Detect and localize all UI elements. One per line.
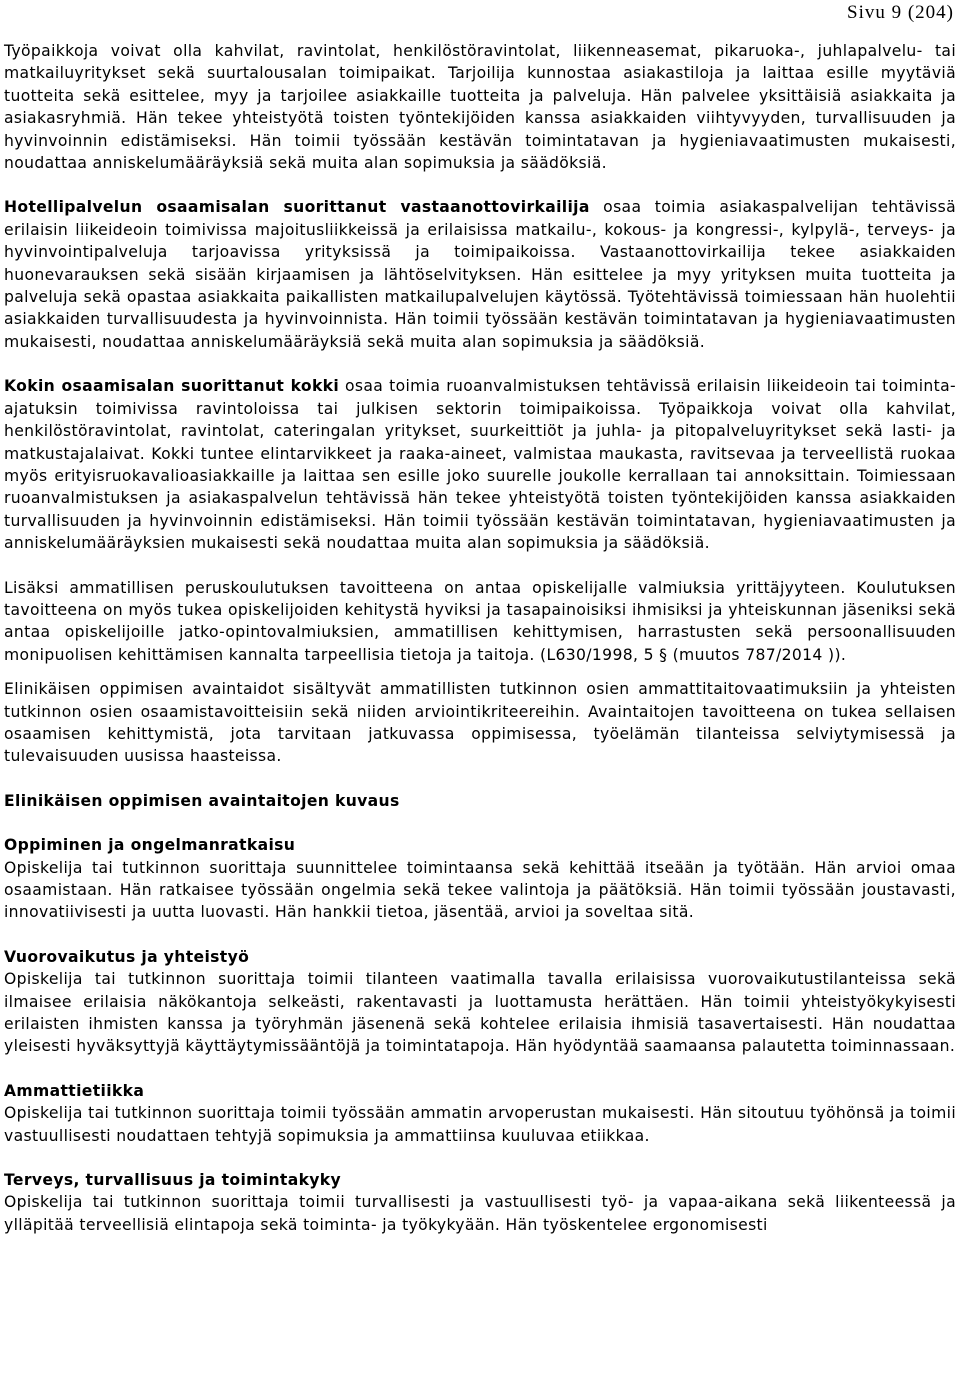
section-heading-avaintaidot: Elinikäisen oppimisen avaintaitojen kuvaus: [4, 791, 400, 810]
subheading-oppiminen: Oppiminen ja ongelmanratkaisu: [4, 836, 296, 855]
term-kokki: Kokin osaamisalan suorittanut kokki: [4, 377, 340, 396]
paragraph-text: osaa toimia ruoanvalmistuksen tehtävissä erilaisin liikeideoin tai toiminta-ajatuksin toimivissa ravintoloissa tai julkisen sektorin toimipaikoissa. Työpaikkoja voivat olla kahvilat, henkilöstöravintolat, ravintolat, cateringalan yritykset, suurkeittiöt ja juhla- ja pitopalveluyritykset sekä lasti- ja matkustajalaivat. Kokki tuntee elintarvikkeet ja raaka-aineet, valmistaa maukasta, ravitsevaa ja terveellistä ruokaa myös erityisruokavalioasiakkaille ja laittaa sen esille joko suurelle joukolle kerrallaan tai annoksittain. Toimiessaan ruoanvalmistuksen ja asiakaspalvelun tehtävissä hän tekee yhteistyötä toisten työntekijöiden kanssa asiakkaiden turvallisuuden ja hyvinvoinnin edistämiseksi. Hän toimii työssään kestävän toimintatavan, hygieniavaatimusten ja anniskelumääräyksien mukaisesti sekä noudattaa muita alan sopimuksia ja säädöksiä.: [4, 377, 956, 553]
paragraph-yrittajyys: Lisäksi ammatillisen peruskoulutuksen tavoitteena on antaa opiskelijalle valmiuksia yrittäjyyteen. Koulutuksen tavoitteena on myös tukea opiskelijoiden kehitystä hyviksi ja tasapainoisiksi ihmisiksi ja yhteiskunnan jäseniksi sekä antaa opiskelijoille jatko-opintovalmiuksien, ammatillisen kehittymisen, harrastusten sekä persoonallisuuden monipuolisen kehittämisen kannalta tarpeellisia tietoja ja taitoja. (L630/1998, 5 § (muutos 787/2014 )).: [4, 578, 956, 664]
paragraph-text: osaa toimia asiakaspalvelijan tehtävissä erilaisin liikeideoin toimivissa majoitusliikkeissä ja erilaisissa matkailu-, kokous- ja kongressi-, kylpylä-, terveys- ja hyvinvointipalveluja tarjoavissa yrityksissä ja toimipaikoissa. Vastaanottovirkailija tekee asiakkaiden huonevarauksen sekä sisään kirjaamisen ja lähtöselvityksen. Hän esittelee ja myy yrityksen muita tuotteita ja palveluja sekä opastaa asiakkaita paikallisten matkailupalvelujen käytössä. Työtehtävissä toimiessaan hän huolehtii asiakkaiden turvallisuudesta ja hyvinvoinnista. Hän toimii työssään kestävän toimintatavan ja hygieniavaatimusten mukaisesti, noudattaa anniskelumääräyksiä sekä muita alan sopimuksia ja säädöksiä.: [4, 198, 956, 351]
paragraph-vastaanottovirkailija: [4, 196, 956, 353]
page-number: Sivu 9 (204): [847, 2, 954, 23]
paragraph-kokki: [4, 375, 956, 554]
section-text-oppiminen: Opiskelija tai tutkinnon suorittaja suunnittelee toimintaansa sekä kehittää itseään ja työtään. Hän arvioi omaa osaamistaan. Hän ratkaisee työssään ongelmia sekä tekee valintoja ja päätöksiä. Hän toimii työssään joustavasti, innovatiivisesti ja uutta luovasti. Hän hankkii tietoa, jäsentää, arvioi ja soveltaa sitä.: [4, 858, 956, 922]
subheading-ammattietiikka: Ammattietiikka: [4, 1081, 145, 1100]
section-text-ammattietiikka: Opiskelija tai tutkinnon suorittaja toimii työssään ammatin arvoperustan mukaisesti. Hän sitoutuu työhönsä ja toimii vastuullisesti noudattaen tehtyjä sopimuksia ja ammattiinsa kuuluvaa etiikkaa.: [4, 1104, 956, 1145]
paragraph-avaintaidot: Elinikäisen oppimisen avaintaidot sisältyvät ammatillisten tutkinnon osien ammattitaitovaatimuksiin ja yhteisten tutkinnon osien osaamistavoitteisiin sekä niiden arviointikriteereihin. Avaintaitojen tavoitteena on tukea sellaisen osaamisen kehittymistä, jota tarvitaan jatkuvassa oppimisessa, työelämän tilanteissa selviytymisessä ja tulevaisuuden uusissa haasteissa.: [4, 680, 956, 766]
section-text-vuorovaikutus: Opiskelija tai tutkinnon suorittaja toimii tilanteen vaatimalla tavalla erilaisissa vuorovaikutustilanteissa sekä ilmaisee erilaisia näkökantoja selkeästi, rakentavasti ja luottamusta herättäen. Hän toimii yhteistyökykyisesti erilaisten ihmisten kanssa ja työryhmän jäsenenä sekä kohtelee erilaisia ihmisiä tasavertaisesti. Hän noudattaa yleisesti hyväksyttyjä käyttäytymissääntöjä ja toimintatapoja. Hän hyödyntää saamaansa palautetta toiminnassaan.: [4, 970, 956, 1056]
section-text-terveys: Opiskelija tai tutkinnon suorittaja toimii turvallisesti ja vastuullisesti työ- ja vapaa-aikana sekä liikenteessä ja ylläpitää terveellisiä elintapoja sekä toiminta- ja työkykyään. Hän työskentelee ergonomisesti: [4, 1193, 956, 1234]
subheading-vuorovaikutus: Vuorovaikutus ja yhteistyö: [4, 947, 250, 966]
subheading-terveys: Terveys, turvallisuus ja toimintakyky: [4, 1171, 342, 1190]
paragraph-tarjoilija: Työpaikkoja voivat olla kahvilat, ravintolat, henkilöstöravintolat, liikenneasemat, pikaruoka-, juhlapalvelu- tai matkailuyritykset sekä suurtalousalan toimipaikat. Tarjoilija kunnostaa asiakastiloja ja laittaa esille myytäviä tuotteita sekä esittelee, myy ja tarjoilee asiakkaille tuotteita ja palveluja. Hän palvelee yksittäisiä asiakkaita ja asiakasryhmiä. Hän tekee yhteistyötä toisten työntekijöiden kanssa asiakkaiden viihtyvyyden, turvallisuuden ja hyvinvoinnin edistämiseksi. Hän toimii työssään kestävän toimintatavan ja hygieniavaatimusten mukaisesti, noudattaa anniskelumääräyksiä sekä muita alan sopimuksia ja säädöksiä.: [4, 42, 956, 173]
document-body: [4, 40, 956, 1236]
term-vastaanottovirkailija: Hotellipalvelun osaamisalan suorittanut vastaanottovirkailija: [4, 198, 590, 217]
